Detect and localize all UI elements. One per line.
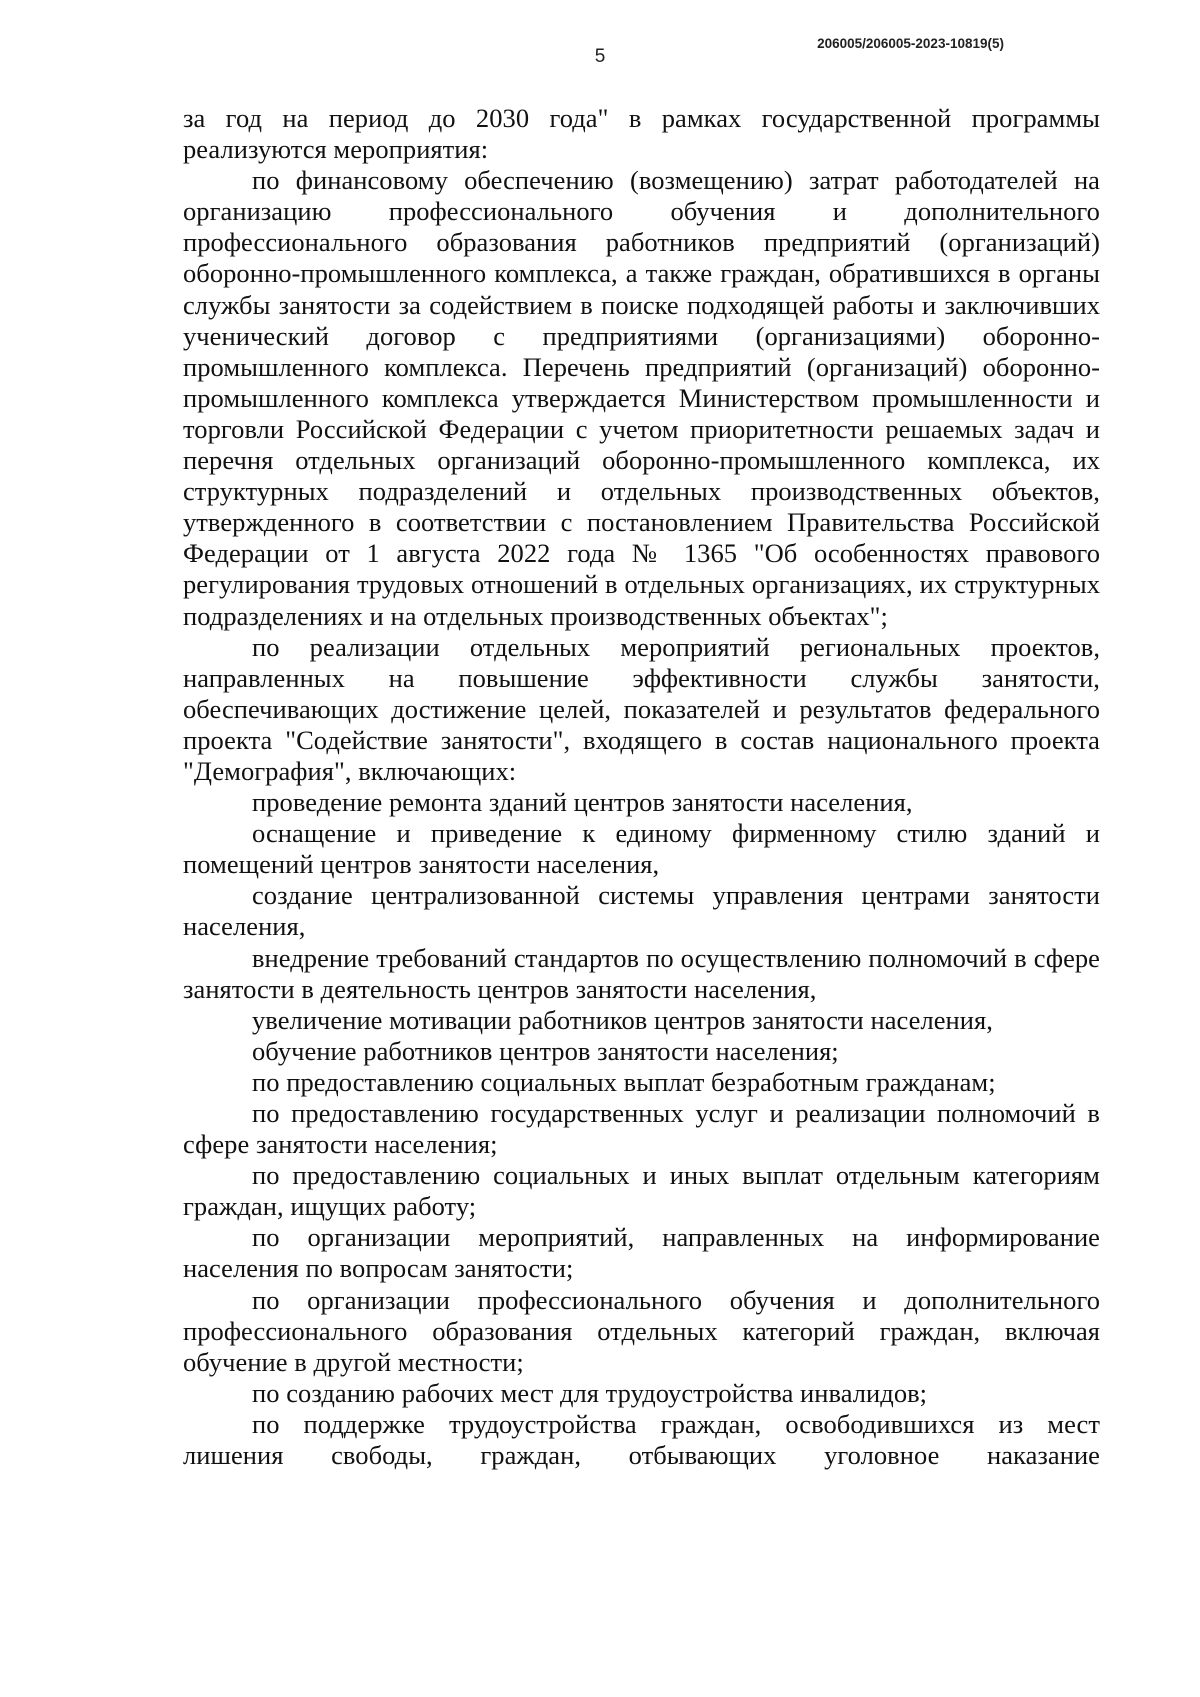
paragraph-unemployment-benefits: по предоставлению социальных выплат безработным гражданам; (252, 1066, 996, 1097)
paragraph-professional-training: по организации профессионального обучения и дополнительного профессионального образования отдельных категорий граждан, включая обучение в другой местности; (183, 1284, 1100, 1377)
list-item-motivation: увеличение мотивации работников центров занятости населения, (252, 1004, 993, 1035)
list-item-standards: внедрение требований стандартов по осуществлению полномочий в сфере занятости в деятельность центров занятости населения, (183, 942, 1100, 1004)
document-registration-number: 206005/206005-2023-10819(5) (817, 36, 1004, 51)
paragraph-social-payments: по предоставлению социальных и иных выплат отдельным категориям граждан, ищущих работу; (183, 1160, 1100, 1222)
list-item-staff-training: обучение работников центров занятости населения; (252, 1035, 839, 1066)
page-number: 5 (594, 46, 606, 67)
paragraph-informing: по организации мероприятий, направленных на информирование населения по вопросам занятости; (183, 1222, 1100, 1284)
paragraph-disabled-jobs: по созданию рабочих мест для трудоустройства инвалидов; (252, 1377, 928, 1408)
paragraph-regional-projects: по реализации отдельных мероприятий региональных проектов, направленных на повышение эффективности службы занятости, обеспечивающих достижение целей, показателей и результатов федерального проекта "Содействие занятости", входящего в состав национального проекта "Демография", включающих: (183, 631, 1100, 786)
document-body (183, 103, 1100, 1471)
paragraph-intro: за год на период до 2030 года" в рамках государственной программы реализуются мероприятия: (183, 103, 1100, 165)
paragraph-released-persons: по поддержке трудоустройства граждан, освободившихся из мест лишения свободы, граждан, отбывающих уголовное наказание (183, 1408, 1100, 1471)
paragraph-public-services: по предоставлению государственных услуг и реализации полномочий в сфере занятости населения; (183, 1098, 1100, 1160)
paragraph-defense-training: по финансовому обеспечению (возмещению) затрат работодателей на организацию профессионального обучения и дополнительного профессионального образования работников предприятий (организаций) оборонно-промышленного комплекса, а также граждан, обратившихся в органы службы занятости за содействием в поиске подходящей работы и заключивших ученический договор с предприятиями (организациями) оборонно-промышленного комплекса. Перечень предприятий (организаций) оборонно-промышленного комплекса утверждается Министерством промышленности и торговли Российской Федерации с учетом приоритетности решаемых задач и перечня отдельных организаций оборонно-промышленного комплекса, их структурных подразделений и отдельных производственных объектов, утвержденного в соответствии с постановлением Правительства Российской Федерации от 1 августа 2022 года № 1365 "Об особенностях правового регулирования трудовых отношений в отдельных организациях, их структурных подразделениях и на отдельных производственных объектах"; (183, 165, 1100, 631)
list-item-repair: проведение ремонта зданий центров занятости населения, (252, 787, 913, 818)
list-item-branding: оснащение и приведение к единому фирменному стилю зданий и помещений центров занятости населения, (183, 818, 1100, 880)
list-item-centralized-system: создание централизованной системы управления центрами занятости населения, (183, 880, 1100, 942)
